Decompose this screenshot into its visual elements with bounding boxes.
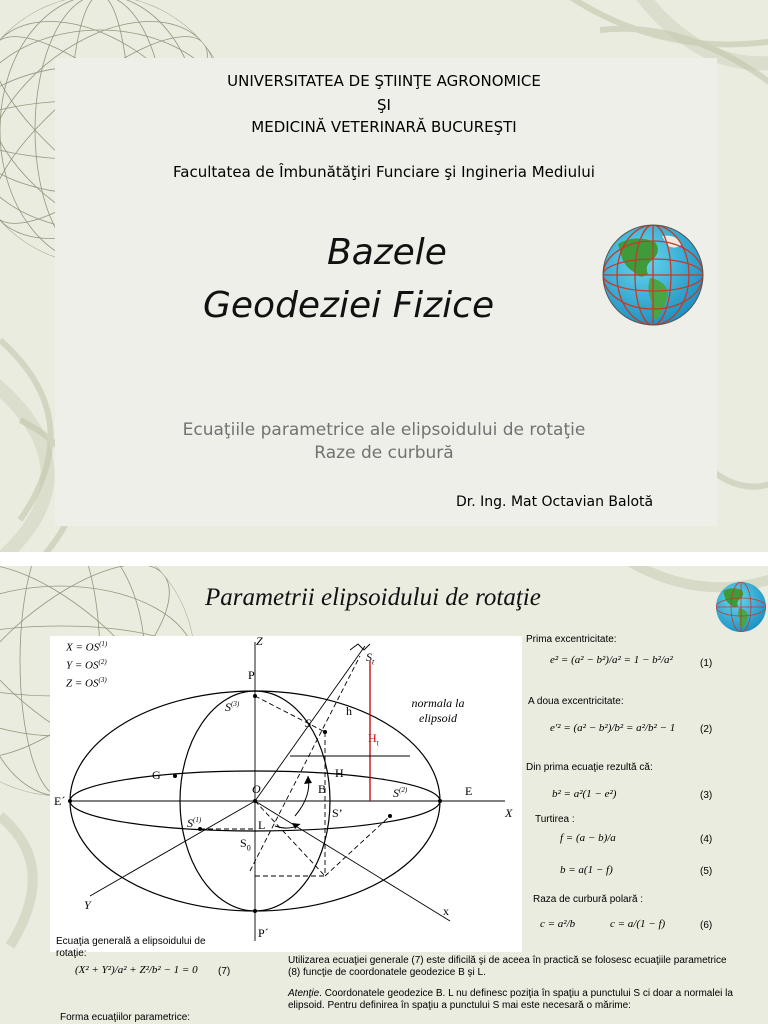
university-line-1: UNIVERSITATEA DE ŞTIINŢE AGRONOMICE	[227, 72, 541, 90]
label-ht: H	[368, 731, 377, 745]
title-line-1: Bazele	[327, 232, 447, 273]
label-s1: S	[187, 816, 193, 830]
earth-globe-icon	[714, 580, 768, 634]
label-ht-sub: t	[376, 738, 379, 748]
label-o: O	[252, 782, 261, 796]
label-s0-sub: 0	[246, 843, 251, 853]
coord-y: Y = OS	[66, 659, 99, 672]
label-x-lower: x	[443, 904, 449, 918]
parametric-form-label: Forma ecuaţiilor parametrice:	[60, 1012, 191, 1023]
slide-separator	[0, 552, 768, 566]
label-s3: S	[225, 700, 231, 714]
university-line-2: ŞI	[377, 96, 391, 114]
polar-radius-formula-1: c = a²/b	[540, 918, 576, 930]
label-s2: S	[393, 786, 399, 800]
eq-number-5: (5)	[700, 866, 713, 877]
second-eccentricity-label: A doua excentricitate:	[528, 696, 624, 707]
eq-number-2: (2)	[700, 724, 713, 735]
polar-radius-label: Raza de curbură polară :	[533, 894, 644, 905]
label-x-axis: X	[505, 806, 513, 820]
ellipsoid-drawing	[50, 636, 522, 952]
label-s1-sup: (1)	[193, 816, 202, 824]
label-normal-line1: normala la	[411, 696, 465, 710]
eq-number-6: (6)	[700, 920, 713, 931]
coord-z: Z = OS	[66, 677, 99, 690]
eq-number-3: (3)	[700, 790, 713, 801]
label-e: E	[465, 784, 473, 798]
label-b: B	[318, 782, 327, 796]
label-s3-sup: (3)	[231, 700, 240, 708]
label-normal-line2: elipsoid	[419, 711, 457, 725]
ellipsoid-parameters-slide	[0, 566, 768, 1024]
label-p-prime: P´	[258, 926, 269, 940]
subtitle-line-2: Raze de curbură	[314, 443, 454, 463]
faculty-name: Facultatea de Îmbunătăţiri Funciare şi Ingineria Mediului	[173, 163, 595, 181]
slide-title: Parametrii elipsoidului de rotaţie	[205, 584, 541, 611]
label-e-prime: E´	[54, 794, 66, 808]
coord-x-sup: (1)	[99, 640, 108, 648]
general-equation-formula: (X² + Y²)/a² + Z²/b² − 1 = 0	[75, 964, 198, 976]
flattening-label: Turtirea :	[535, 814, 575, 825]
earth-globe-icon	[600, 222, 706, 328]
attention-note	[288, 988, 733, 1012]
b-formula: b = a(1 − f)	[560, 864, 613, 876]
b-squared-formula: b² = a²(1 − e²)	[552, 788, 617, 800]
university-line-3: MEDICINĂ VETERINARĂ BUCUREŞTI	[251, 118, 517, 136]
label-s2-sup: (2)	[399, 786, 408, 794]
general-equation-note: Utilizarea ecuaţiei generale (7) este dificilă şi de aceea în practică se folosesc ecuaţiile parametrice (8) funcţie de coordonatele geodezice B şi L.	[288, 955, 727, 978]
label-z-axis: Z	[256, 634, 263, 648]
polar-radius-formula-2: c = a/(1 − f)	[610, 918, 666, 930]
label-h-small: h	[346, 704, 352, 718]
eq-number-4: (4)	[700, 834, 713, 845]
label-l: L	[258, 818, 266, 832]
label-st: S	[366, 650, 372, 664]
title-line-2: Geodeziei Fizice	[203, 285, 495, 326]
attention-lead: Atenţie	[288, 988, 320, 999]
first-eccentricity-label: Prima excentricitate:	[526, 634, 617, 645]
flattening-formula: f = (a − b)/a	[560, 832, 616, 844]
ellipsoid-diagram	[50, 636, 522, 952]
coord-x: X = OS	[66, 641, 100, 654]
attention-text: . Coordonatele geodezice B. L nu definesc poziţia în spaţiu a punctului S ci doar a normalei la elipsoid. Pentru definirea în spaţiu a punctului S mai este necesară o mărime:	[288, 988, 733, 1011]
subtitle-line-1: Ecuaţiile parametrice ale elipsoidului de rotaţie	[182, 420, 586, 440]
eq-number-1: (1)	[700, 658, 713, 669]
general-equation-label: Ecuaţia generală a elipsoidului de rotaţie:	[56, 936, 206, 959]
first-eccentricity-formula: e² = (a² − b²)/a² = 1 − b²/a²	[550, 654, 673, 666]
label-s: S	[305, 716, 311, 730]
label-p: P	[248, 668, 255, 682]
label-h-big: H	[335, 766, 344, 780]
coord-y-sup: (2)	[98, 658, 107, 666]
label-g: G	[152, 768, 161, 782]
coord-z-sup: (3)	[98, 676, 107, 684]
eq-number-7: (7)	[218, 966, 231, 977]
label-s0: S	[240, 836, 247, 850]
label-y-axis: Y	[84, 898, 91, 912]
label-s-prime: S’	[332, 806, 343, 820]
author-name: Dr. Ing. Mat Octavian Balotă	[456, 494, 654, 510]
second-eccentricity-formula: e′² = (a² − b²)/b² = a²/b² − 1	[550, 722, 676, 734]
first-equation-result-label: Din prima ecuaţie rezultă că:	[526, 762, 653, 773]
label-st-sub: t	[372, 657, 375, 667]
label-normal	[398, 696, 478, 726]
